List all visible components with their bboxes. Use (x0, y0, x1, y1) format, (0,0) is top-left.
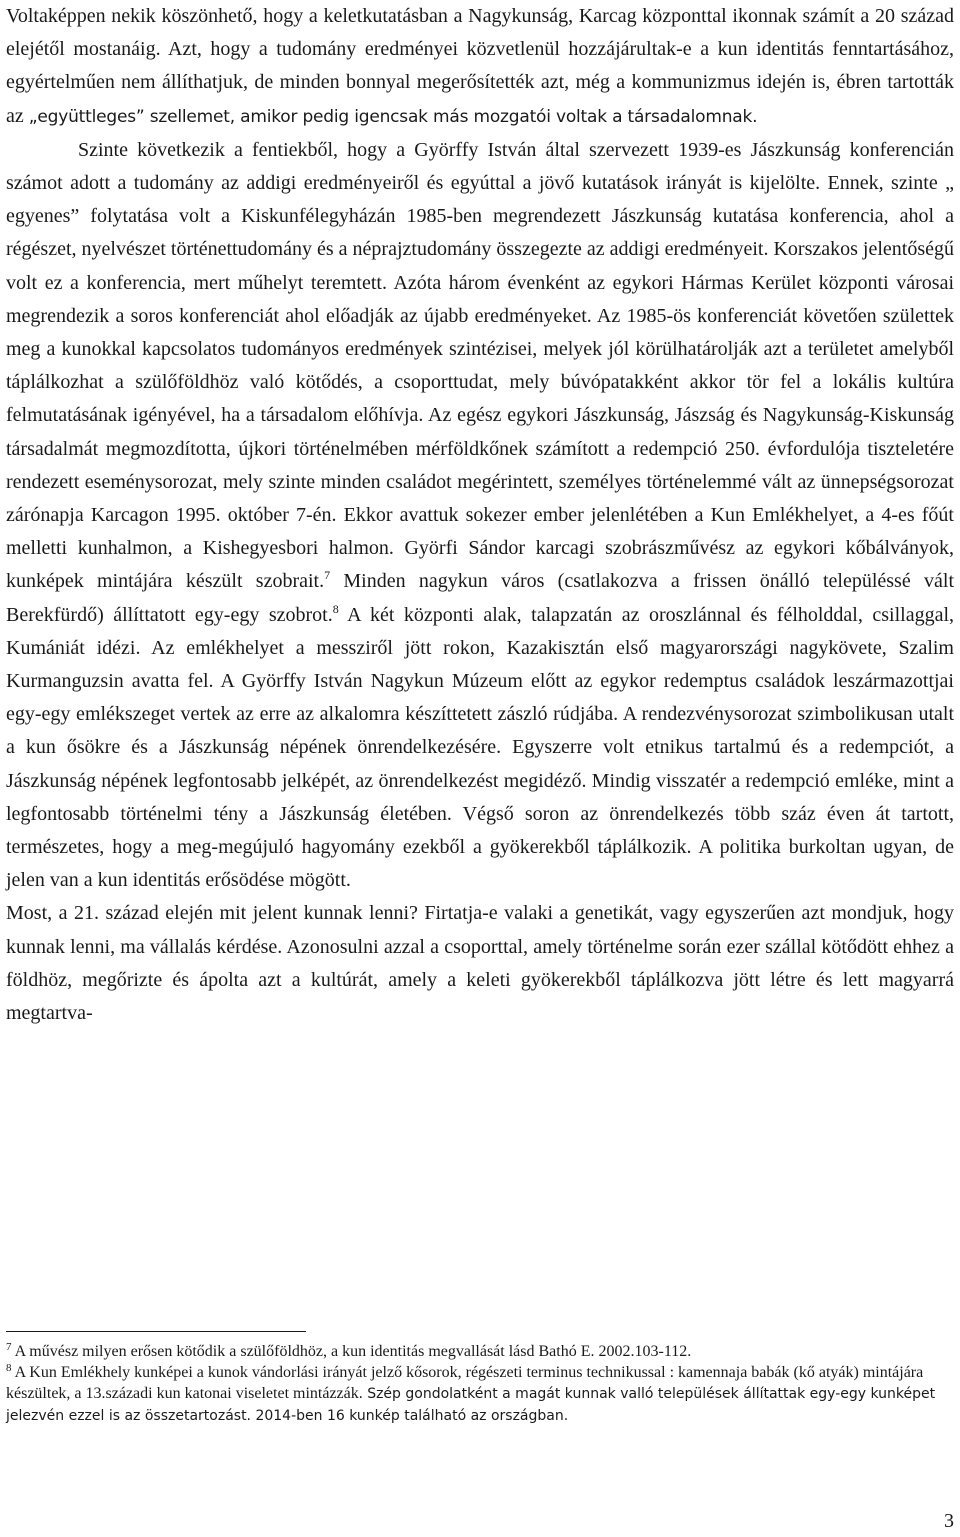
paragraph-2-text-c: A két központi alak, talapzatán az oroszlánnal és félholddal, csillaggal, Kumániát idézi. Az emlékhelyet a messziről jött rokon, Kazakisztán első magyarországi nagykövete, Szalim Kurmanguzsin avatta fel. A Györffy István Nagykun Múzeum előtt az egykor redemptus családok leszármazottjai egy-egy emlékszeget vertek az erre az alkalomra készíttetett zászló rúdjába. A rendezvénysorozat szimbolikusan utalt a kun ősökre és a Jászkunság népének önrendelkezésére. Egyszerre volt etnikus tartalmú és a redempciót, a Jászkunság népének legfontosabb jelképét, az önrendelkezést megidéző. Mindig visszatér a redempció emléke, mint a legfontosabb történelmi tény a Jászkunság életében. Végső soron az önrendelkezés több száz éven át tartott, természetes, hogy a meg-megújuló hagyomány ezekből a gyökerekből táplálkozik. A politika burkoltan ugyan, de jelen van a kun identitás erősödése mögött. (6, 603, 954, 892)
paragraph-2-text-b: Minden nagykun város (csatlakozva a frissen önálló településsé vált Berekfürdő) állíttatott egy-egy szobrot. (6, 570, 954, 626)
paragraph-1 (6, 0, 954, 134)
body-text (6, 0, 954, 1030)
footnotes (6, 1341, 954, 1427)
page-number: 3 (944, 1510, 954, 1532)
footnote-7-text: A művész milyen erősen kötődik a szülőföldhöz, a kun identitás megvallását lásd Bathó E. 2002.103-112. (11, 1343, 692, 1360)
footnote-8-text-b: Szép gondolatként a magát kunnak valló települések állítattak egy-egy kunképet jelezvén ezzel is az összetartozást. 2014-ben 16 kunkép található az országban. (6, 1386, 936, 1424)
footnote-separator (6, 1331, 306, 1332)
paragraph-1-text: Voltaképpen nekik köszönhető, hogy a keletkutatásban a Nagykunság, Karcag központtal ikonnak számít a 20 század elejétől mostanáig. Azt, hogy a tudomány eredményei közvetlenül hozzájárultak-e a kun identitás fenntartásához, egyértelműen nem állíthatjuk, de minden bonnyal megerősítették azt, még a kommunizmus idején is, ébren tartották az (6, 5, 954, 127)
paragraph-2 (6, 134, 954, 898)
footnote-8-text-a: A Kun Emlékhely kunképei a kunok vándorlási irányát jelző kősorok, régészeti terminus technikussal : kamennaja babák (kő atyák) mintájára készültek, a 13.századi kun katonai viseletet mintázzák. (6, 1364, 924, 1402)
paragraph-3 (6, 897, 954, 1030)
paragraph-2-text-a: Szinte következik a fentiekből, hogy a Györffy István által szervezett 1939-es Jászkunság konferencián számot adott a tudomány az addigi eredményeiről és egyúttal a jövő kutatások irányát is kijelölte. Ennek, szinte „ egyenes” folytatása volt a Kiskunfélegyházán 1985-ben megrendezett Jászkunság kutatása konferencia, ahol a régészet, nyelvészet történettudomány és a néprajztudomány összegezte az addigi eredményeit. Korszakos jelentőségű volt ez a konferencia, mert műhelyt teremtett. Azóta három évenként az egykori Hármas Kerület központi városai megrendezik a soros konferenciát ahol előadják az újabb eredményeket. Az 1985-ös konferenciát követően születtek meg a kunokkal kapcsolatos tudományos eredmények szintézisei, melyek jól körülhatárolják azt a területet amelyből táplálkozhat a szülőföldhöz való kötődés, a csoporttudat, mely búvópatakként akkor tör fel a lokális kultúra felmutatásának igényével, ha a társadalom előhívja. Az egész egykori Jászkunság, Jászság és Nagykunság-Kiskunság társadalmát megmozdította, újkori történelmében mérföldkőnek számított a redempció 250. évfordulója tiszteletére rendezett eseménysorozat, mely szinte minden családot megérintett, személyes történelemmé vált az ünnepségsorozat zárónapja Karcagon 1995. október 7-én. Ekkor avattuk sokezer ember jelenlétében a Kun Emlékhelyet, a 4-es főút melletti kunhalmon, a Kishegyesbori halmon. Györfi Sándor karcagi szobrászművész az egykori kőbálványok, kunképek mintájára készült szobrait. (6, 138, 954, 593)
footnote-ref-8[interactable]: 8 (332, 601, 339, 616)
paragraph-1-sans-text: „együttleges” szellemet, amikor pedig igencsak más mozgatói voltak a társadalomnak. (28, 106, 758, 127)
footnote-8-mark: 8 (6, 1362, 12, 1374)
footnote-7-mark: 7 (6, 1341, 12, 1353)
footnote-7 (6, 1341, 954, 1362)
footnote-ref-7[interactable]: 7 (324, 568, 331, 583)
paragraph-3-text: Most, a 21. század elején mit jelent kunnak lenni? Firtatja-e valaki a genetikát, vagy egyszerűen azt mondjuk, hogy kunnak lenni, ma vállalás kérdése. Azonosulni azzal a csoporttal, amely történelme során ezer szállal kötődött ehhez a földhöz, megőrizte és ápolta azt a kultúrát, amely a keleti gyökerekből táplálkozva jött létre és lett magyarrá megtartva- (6, 902, 954, 1025)
footnote-8 (6, 1362, 954, 1427)
